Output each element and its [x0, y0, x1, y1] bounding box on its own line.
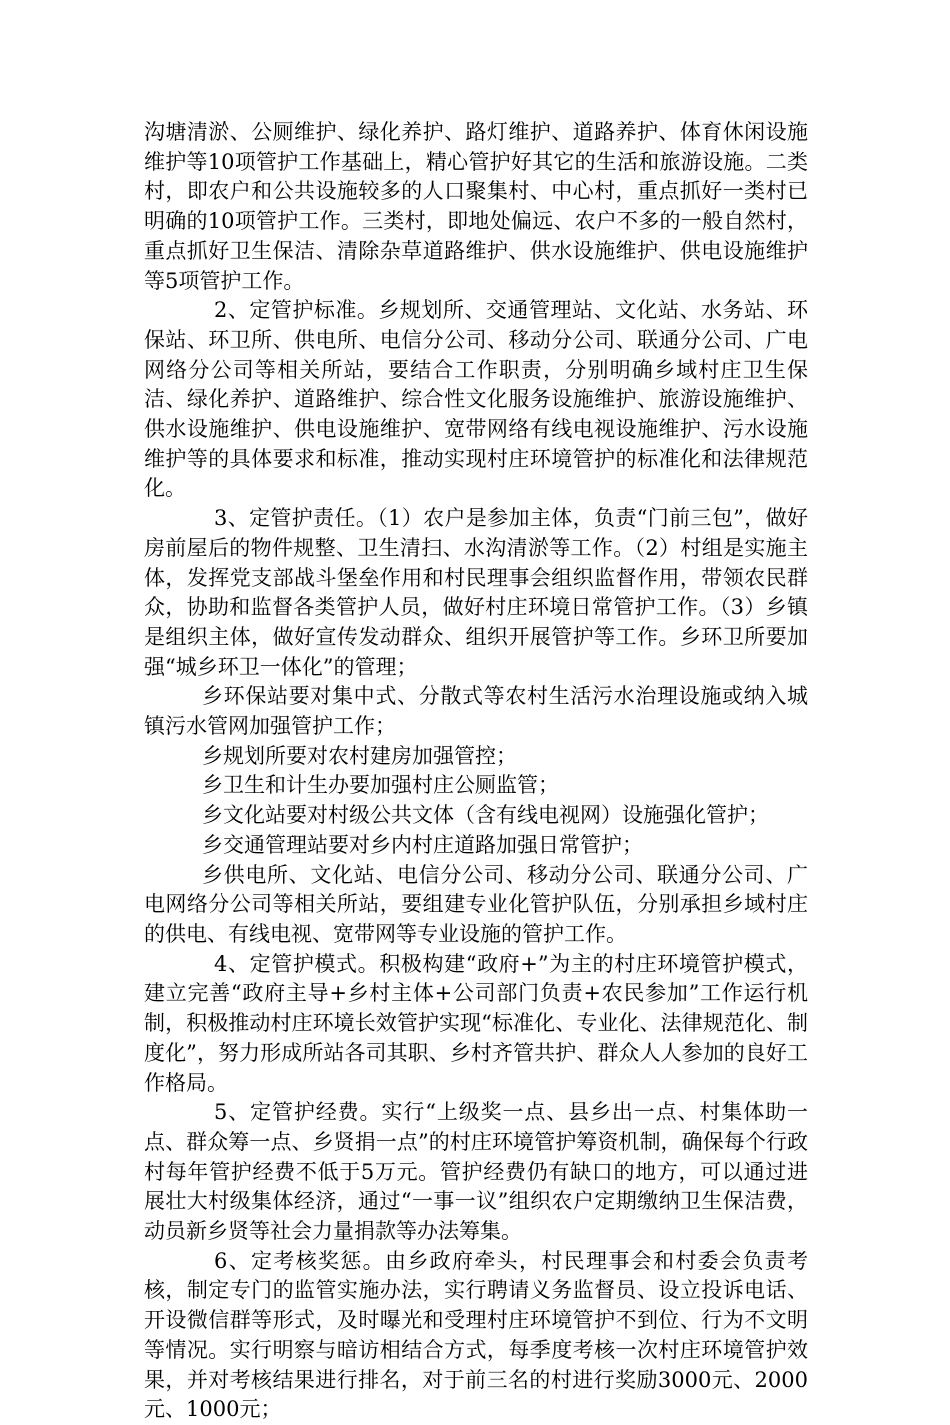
paragraph-planning-office: 乡规划所要对农村建房加强管控； [202, 743, 517, 768]
paragraph-management-standard: 2、定管护标准。乡规划所、交通管理站、文化站、水务站、环保站、环卫所、供电所、电信分公司、移动分公司、联通分公司、广电网络分公司等相关所站，要结合工作职责，分别明确乡域村庄卫生保洁、绿化养护、道路维护、综合性文化服务设施维护、旅游设施维护、供水设施维护、供电设施维护、宽带网络有线电视设施维护、污水设施维护等的具体要求和标准，推动实现村庄环境管护的标准化和法律规范化。 [144, 298, 808, 501]
paragraph-traffic-station: 乡交通管理站要对乡内村庄道路加强日常管护； [202, 832, 643, 857]
paragraph-assessment-rewards: 6、定考核奖惩。由乡政府牵头，村民理事会和村委会负责考核，制定专门的监管实施办法，实行聘请义务监督员、设立投诉电话、开设微信群等形式，及时曝光和受理村庄环境管护不到位、行为不文明等情况。实行明察与暗访相结合方式，每季度考核一次村庄环境管护效果，并对考核结果进行排名，对于前三名的村进行奖励3000元、2000元、1000元； [144, 1248, 808, 1422]
paragraph-continuation: 沟塘清淤、公厕维护、绿化养护、路灯维护、道路养护、体育休闲设施维护等10项管护工作基础上，精心管护好其它的生活和旅游设施。二类村，即农户和公共设施较多的人口聚集村、中心村，重点抓好一类村已明确的10项管护工作。三类村，即地处偏远、农户不多的一般自然村，重点抓好卫生保洁、清除杂草道路维护、供水设施维护、供电设施维护等5项管护工作。 [144, 120, 808, 293]
paragraph-management-funding: 5、定管护经费。实行“上级奖一点、县乡出一点、村集体助一点、群众筹一点、乡贤捐一点”的村庄环境管护筹资机制，确保每个行政村每年管护经费不低于5万元。管护经费仍有缺口的地方，可以通过进展壮大村级集体经济，通过“一事一议”组织农户定期缴纳卫生保洁费，动员新乡贤等社会力量捐款等办法筹集。 [144, 1100, 808, 1244]
document-body [144, 118, 808, 1425]
paragraph-management-responsibility: 3、定管护责任。（1）农户是参加主体，负责“门前三包”，做好房前屋后的物件规整、卫生清扫、水沟清淤等工作。（2）村组是实施主体，发挥党支部战斗堡垒作用和村民理事会组织监督作用，带领农民群众，协助和监督各类管护人员，做好村庄环境日常管护工作。（3）乡镇是组织主体，做好宣传发动群众、组织开展管护等工作。乡环卫所要加强“城乡环卫一体化”的管理； [144, 506, 808, 679]
paragraph-utility-companies: 乡供电所、文化站、电信分公司、移动分公司、联通分公司、广电网络分公司等相关所站，要组建专业化管护队伍，分别承担乡域村庄的供电、有线电视、宽带网等专业设施的管护工作。 [144, 862, 808, 946]
paragraph-environment-station: 乡环保站要对集中式、分散式等农村生活污水治理设施或纳入城镇污水管网加强管护工作； [144, 684, 808, 739]
paragraph-management-model: 4、定管护模式。积极构建“政府+”为主的村庄环境管护模式，建立完善“政府主导+乡村主体+公司部门负责+农民参加”工作运行机制，积极推动村庄环境长效管护实现“标准化、专业化、法律规范化、制度化”，努力形成所站各司其职、乡村齐管共护、群众人人参加的良好工作格局。 [144, 951, 808, 1095]
paragraph-culture-station: 乡文化站要对村级公共文体（含有线电视网）设施强化管护； [202, 803, 769, 828]
paragraph-health-office: 乡卫生和计生办要加强村庄公厕监管； [202, 773, 559, 798]
